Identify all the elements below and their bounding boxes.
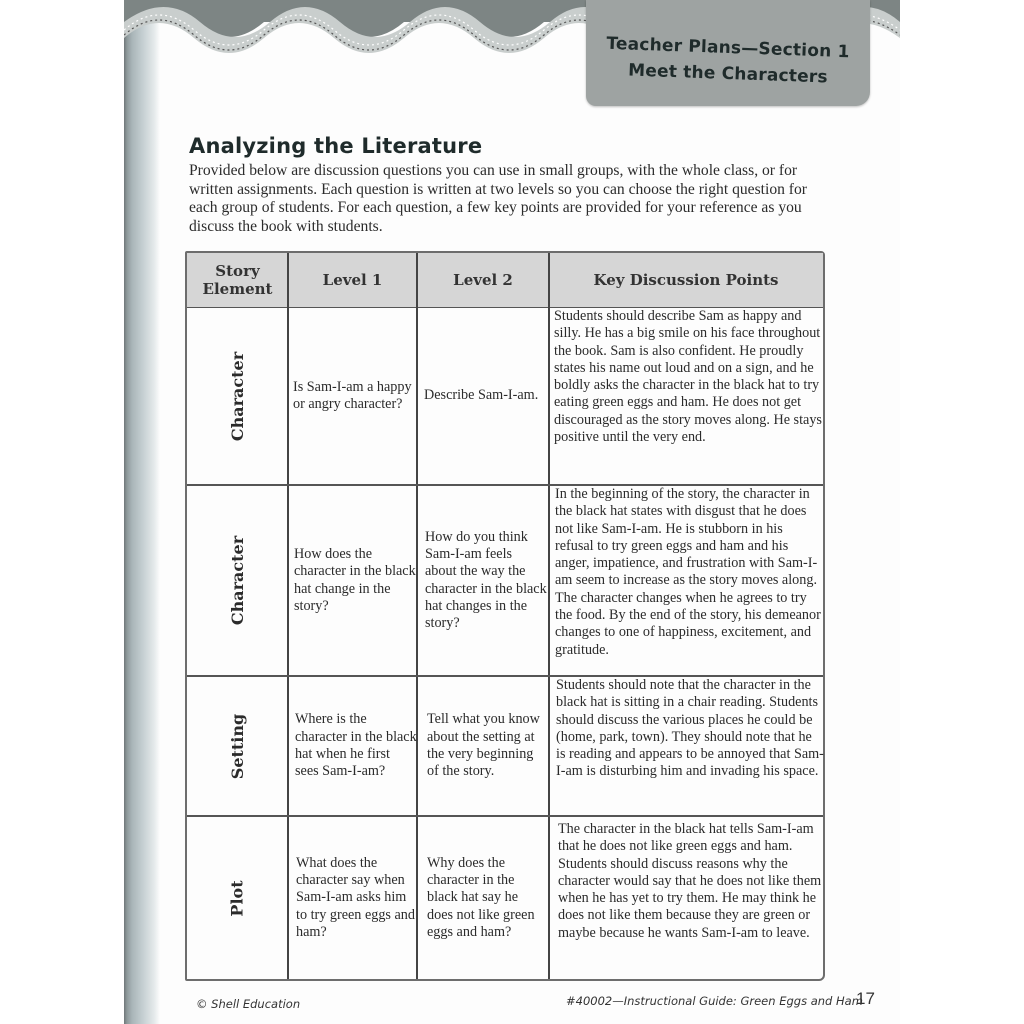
- book-spine-shadow: [124, 0, 160, 1024]
- header-level-1: Level 1: [322, 271, 383, 289]
- story-element-label: Character: [228, 351, 247, 441]
- level-1-question: Where is the character in the black hat when he first sees Sam-I-am?: [295, 711, 417, 780]
- key-discussion-points: Students should describe Sam as happy and silly. He has a big smile on his face throughout the book. Sam is also confident. He proudly states his name out loud and on a sign, and he boldly asks the character in the black hat to try eating green eggs and ham. He does not get discouraged as the story moves along. He stays positive until the very end.: [554, 308, 822, 446]
- header-key-points: Key Discussion Points: [593, 271, 779, 289]
- level-2-question: Why does the character in the black hat say he does not like green eggs and ham?: [427, 854, 535, 940]
- level-1-question: How does the character in the black hat change in the story?: [294, 545, 416, 614]
- level-2-question: How do you think Sam-I-am feels about the way the character in the black hat changes in the story?: [425, 528, 547, 632]
- guide-title: #40002—Instructional Guide: Green Eggs and Ham: [566, 994, 863, 1008]
- level-1-question: What does the character say when Sam-I-am asks him to try green eggs and ham?: [296, 854, 415, 940]
- page-number: 17: [856, 989, 875, 1008]
- publisher-credit: © Shell Education: [196, 997, 301, 1011]
- column-divider: [548, 253, 550, 979]
- intro-paragraph: Provided below are discussion questions you can use in small groups, with the whole class, or for written assignments. Each question is written at two levels so you can choose the right question for each group of students. For each question, a few key points are provided for your reference as you discuss the book with students.: [189, 162, 807, 235]
- level-2-question: Tell what you know about the setting at the very beginning of the story.: [427, 711, 540, 780]
- key-discussion-points: Students should note that the character in the black hat is sitting in a chair reading. Students should discuss the various places he could be (home, park, town). They should note that he is reading and appears to be annoyed that Sam-I-am is disturbing him and invading his space.: [556, 677, 824, 780]
- section-tab: [586, 0, 870, 106]
- page-title: Analyzing the Literature: [189, 134, 483, 158]
- header-level-2: Level 2: [453, 271, 513, 289]
- level-1-question: Is Sam-I-am a happy or angry character?: [293, 378, 412, 412]
- section-tab-title: Teacher Plans—Section 1: [606, 33, 850, 63]
- discussion-table: [185, 251, 825, 981]
- level-2-question: Describe Sam-I-am.: [424, 387, 539, 404]
- header-story-element: Story Element: [202, 262, 273, 298]
- story-element-label: Plot: [227, 879, 247, 917]
- key-discussion-points: In the beginning of the story, the character in the black hat states with disgust that he does not like Sam-I-am. He is stubborn in his refusal to try green eggs and ham and his anger, impatience, and frustration with Sam-I-am seem to increase as the story moves along. The character changes when he agrees to try the food. By the end of the story, his demeanor changes to one of happiness, excitement, and gratitude.: [555, 486, 821, 658]
- column-divider: [416, 253, 418, 979]
- key-discussion-points: The character in the black hat tells Sam-I-am that he does not like green eggs and ham. Students should discuss reasons why the character would say that he does not like them when he has yet to try them. He may think he does not like them because they are green or maybe because he wants Sam-I-am to leave.: [558, 821, 822, 941]
- story-element-label: Setting: [227, 713, 247, 779]
- section-tab-subtitle: Meet the Characters: [627, 60, 829, 88]
- table-header-row: [187, 253, 823, 308]
- story-element-label: Character: [228, 535, 247, 626]
